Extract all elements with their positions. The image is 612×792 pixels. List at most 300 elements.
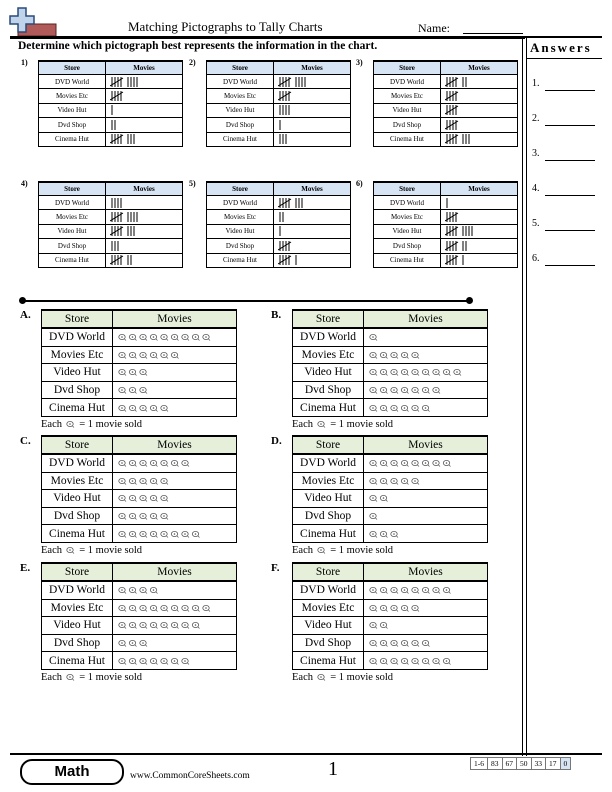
movie-disc-icon: [391, 387, 398, 393]
table-row: [207, 196, 351, 210]
movie-disc-icon: [161, 496, 168, 502]
tally-marks: [445, 211, 505, 223]
movie-disc-icon: [150, 461, 157, 467]
movie-disc-icon: [65, 545, 77, 555]
key-suffix: = 1 movie sold: [79, 418, 143, 430]
pictograph-key: [41, 545, 237, 556]
movie-disc-icon: [129, 605, 136, 611]
movie-disc-icon: [140, 335, 147, 341]
movie-disc-icon: [380, 478, 387, 484]
tally-cell: [441, 89, 518, 103]
divider-dot: [466, 297, 473, 304]
movie-disc-icon: [150, 352, 157, 358]
movie-disc-icon: [140, 461, 147, 467]
store-name: Cinema Hut: [374, 253, 441, 267]
store-name: Dvd Shop: [293, 507, 364, 525]
question-number: 2): [189, 58, 196, 67]
movie-disc-icon: [370, 352, 377, 358]
store-name: Movies Etc: [207, 89, 274, 103]
tally-cell: [274, 103, 351, 117]
store-column-header: Store: [207, 61, 274, 75]
movie-disc-icon: [316, 545, 328, 555]
movie-disc-icon: [140, 387, 147, 393]
store-name: DVD World: [207, 75, 274, 89]
movie-disc-icon: [203, 605, 210, 611]
movie-disc-icon: [66, 674, 73, 680]
key-suffix: = 1 movie sold: [79, 544, 143, 556]
tally-marks: [445, 119, 505, 131]
icon-cell: [364, 346, 488, 364]
tally-chart-4: [21, 179, 183, 268]
movie-disc-icon: [119, 623, 126, 629]
movie-disc-icon: [119, 352, 126, 358]
table-row: [207, 253, 351, 267]
pictograph-icons: [367, 332, 482, 342]
movie-disc-icon: [401, 405, 408, 411]
icon-cell: [364, 634, 488, 652]
movie-disc-icon: [380, 496, 387, 502]
answer-column-border: [522, 36, 523, 756]
answer-line-6[interactable]: [545, 265, 595, 266]
pictograph-icons: [116, 458, 231, 468]
tally-cell: [441, 132, 518, 146]
choice-letter: A.: [20, 309, 31, 321]
icon-cell: [364, 525, 488, 543]
table-row: [374, 196, 518, 210]
movie-disc-icon: [119, 461, 126, 467]
table-row: [293, 490, 488, 508]
pictograph-icons: [367, 529, 482, 539]
movie-disc-icon: [401, 588, 408, 594]
movie-disc-icon: [161, 623, 168, 629]
movie-disc-icon: [140, 531, 147, 537]
key-prefix: Each: [292, 418, 313, 430]
table-row: [293, 381, 488, 399]
movie-disc-icon: [140, 640, 147, 646]
movie-disc-icon: [370, 640, 377, 646]
pictograph-icons: [367, 385, 482, 395]
store-name: Video Hut: [207, 224, 274, 238]
answers-rule: [527, 58, 602, 59]
pictograph-header-row: [42, 310, 237, 328]
table-row: [39, 75, 183, 89]
movies-column-header: Movies: [274, 61, 351, 75]
table-row: [39, 253, 183, 267]
icon-cell: [364, 652, 488, 670]
store-name: Dvd Shop: [293, 634, 364, 652]
store-column-header: Store: [374, 182, 441, 196]
icon-cell: [113, 599, 237, 617]
table-row: [39, 196, 183, 210]
tally-marks: [445, 90, 505, 102]
movie-disc-icon: [401, 387, 408, 393]
choice-letter: F.: [271, 562, 280, 574]
store-name: Cinema Hut: [42, 399, 113, 417]
table-row: [374, 210, 518, 224]
pictograph-icons: [116, 603, 231, 613]
answer-line-5[interactable]: [545, 230, 595, 231]
tally-marks: [278, 133, 338, 145]
movie-disc-icon: [317, 674, 324, 680]
answer-line-1[interactable]: [545, 90, 595, 91]
answer-column-border: [526, 36, 527, 756]
table-row: [42, 381, 237, 399]
tally-cell: [274, 89, 351, 103]
movie-disc-icon: [391, 370, 398, 376]
table-row: [293, 617, 488, 635]
tally-cell: [106, 89, 183, 103]
table-row: [39, 132, 183, 146]
pictograph-header-row: [293, 563, 488, 581]
movie-disc-icon: [140, 658, 147, 664]
answer-line-3[interactable]: [545, 160, 595, 161]
movie-disc-icon: [412, 478, 419, 484]
movie-disc-icon: [161, 531, 168, 537]
movie-disc-icon: [412, 387, 419, 393]
movie-disc-icon: [119, 478, 126, 484]
key-suffix: = 1 movie sold: [330, 418, 394, 430]
store-column-header: Store: [293, 436, 364, 454]
store-name: Video Hut: [293, 490, 364, 508]
store-name: Movies Etc: [42, 599, 113, 617]
tally-chart-5: [189, 179, 351, 268]
tally-marks: [445, 254, 505, 266]
movie-disc-icon: [412, 352, 419, 358]
movie-disc-icon: [433, 387, 440, 393]
pictograph-c: [20, 435, 237, 556]
tally-cell: [106, 224, 183, 238]
table-row: [42, 328, 237, 346]
movie-disc-icon: [203, 335, 210, 341]
question-number: 1): [21, 58, 28, 67]
pictograph-header-row: [42, 436, 237, 454]
table-row: [42, 364, 237, 382]
score-cell: 67: [502, 758, 517, 770]
pictograph-header-row: [293, 436, 488, 454]
movie-disc-icon: [380, 461, 387, 467]
movie-disc-icon: [161, 513, 168, 519]
movie-disc-icon: [119, 531, 126, 537]
table-row: [42, 599, 237, 617]
tally-cell: [106, 239, 183, 253]
pictograph-icons: [367, 585, 482, 595]
footer-rule: [10, 753, 602, 755]
answer-number: 1.: [532, 78, 540, 89]
movie-disc-icon: [401, 352, 408, 358]
choice-letter: E.: [20, 562, 31, 574]
table-row: [207, 118, 351, 132]
movie-disc-icon: [370, 588, 377, 594]
movie-disc-icon: [171, 335, 178, 341]
movie-disc-icon: [380, 531, 387, 537]
table-row: [293, 507, 488, 525]
icon-cell: [364, 454, 488, 472]
store-column-header: Store: [293, 563, 364, 581]
store-name: Movies Etc: [207, 210, 274, 224]
movie-disc-icon: [401, 658, 408, 664]
pictograph-key: [41, 419, 237, 430]
tally-cell: [441, 196, 518, 210]
movie-disc-icon: [129, 461, 136, 467]
movie-disc-icon: [150, 405, 157, 411]
tally-cell: [441, 118, 518, 132]
pictograph-icons: [116, 529, 231, 539]
movies-column-header: Movies: [274, 182, 351, 196]
table-row: [42, 399, 237, 417]
movie-disc-icon: [443, 658, 450, 664]
table-row: [39, 89, 183, 103]
store-name: Cinema Hut: [207, 132, 274, 146]
table-row: [207, 210, 351, 224]
table-row: [42, 634, 237, 652]
tally-cell: [106, 118, 183, 132]
tally-cell: [106, 103, 183, 117]
movie-disc-icon: [140, 605, 147, 611]
store-column-header: Store: [42, 436, 113, 454]
table-row: [374, 89, 518, 103]
store-name: Video Hut: [293, 364, 364, 382]
movie-disc-icon: [119, 335, 126, 341]
icon-cell: [364, 364, 488, 382]
tally-chart-1: [21, 58, 183, 147]
table-row: [207, 75, 351, 89]
pictograph-icons: [367, 493, 482, 503]
answer-line-4[interactable]: [545, 195, 595, 196]
movie-disc-icon: [140, 405, 147, 411]
movie-disc-icon: [129, 405, 136, 411]
movie-disc-icon: [140, 588, 147, 594]
store-name: Dvd Shop: [207, 118, 274, 132]
table-row: [207, 224, 351, 238]
table-row: [42, 652, 237, 670]
pictograph-icons: [367, 350, 482, 360]
movie-disc-icon: [370, 623, 377, 629]
store-name: DVD World: [207, 196, 274, 210]
store-column-header: Store: [39, 61, 106, 75]
table-row: [39, 210, 183, 224]
movie-disc-icon: [171, 352, 178, 358]
tally-chart-2: [189, 58, 351, 147]
movie-disc-icon: [182, 335, 189, 341]
movie-disc-icon: [380, 387, 387, 393]
pictograph-icons: [116, 585, 231, 595]
movie-disc-icon: [140, 478, 147, 484]
movie-disc-icon: [412, 461, 419, 467]
choice-letter: D.: [271, 435, 282, 447]
tally-marks: [110, 240, 170, 252]
pictograph-icons: [367, 638, 482, 648]
icon-cell: [113, 346, 237, 364]
movies-column-header: Movies: [113, 563, 237, 581]
pictograph-b: [271, 309, 488, 430]
table-row: [39, 103, 183, 117]
table-row: [293, 599, 488, 617]
site-url: www.CommonCoreSheets.com: [130, 771, 250, 781]
question-number: 3): [356, 58, 363, 67]
table-row: [39, 239, 183, 253]
table-row: [293, 454, 488, 472]
store-name: Movies Etc: [293, 472, 364, 490]
movie-disc-icon: [370, 478, 377, 484]
movie-disc-icon: [129, 352, 136, 358]
store-name: Dvd Shop: [42, 381, 113, 399]
tally-header-row: [374, 61, 518, 75]
store-name: Movies Etc: [374, 210, 441, 224]
key-suffix: = 1 movie sold: [330, 544, 394, 556]
answer-number: 5.: [532, 218, 540, 229]
movie-disc-icon: [412, 370, 419, 376]
table-row: [293, 634, 488, 652]
tally-cell: [441, 253, 518, 267]
store-name: Dvd Shop: [374, 239, 441, 253]
table-row: [207, 103, 351, 117]
pictograph-icons: [116, 638, 231, 648]
tally-header-row: [39, 61, 183, 75]
store-name: DVD World: [42, 581, 113, 599]
answer-line-2[interactable]: [545, 125, 595, 126]
plus-logo-icon: [8, 4, 58, 40]
movie-disc-icon: [192, 335, 199, 341]
store-name: Cinema Hut: [39, 132, 106, 146]
store-name: Movies Etc: [39, 210, 106, 224]
pictograph-icons: [367, 367, 482, 377]
key-prefix: Each: [292, 544, 313, 556]
pictograph-table: [292, 435, 488, 543]
movie-disc-icon: [140, 370, 147, 376]
movie-disc-icon: [140, 513, 147, 519]
table-row: [293, 328, 488, 346]
score-cell: 83: [488, 758, 503, 770]
icon-cell: [113, 581, 237, 599]
movie-disc-icon: [129, 513, 136, 519]
movie-disc-icon: [443, 461, 450, 467]
movie-disc-icon: [401, 478, 408, 484]
movies-column-header: Movies: [364, 436, 488, 454]
icon-cell: [113, 490, 237, 508]
table-row: [374, 132, 518, 146]
movie-disc-icon: [150, 513, 157, 519]
key-suffix: = 1 movie sold: [330, 671, 394, 683]
icon-cell: [113, 617, 237, 635]
movie-disc-icon: [433, 461, 440, 467]
table-row: [42, 346, 237, 364]
pictograph-icons: [367, 656, 482, 666]
store-name: Cinema Hut: [293, 525, 364, 543]
pictograph-icons: [367, 620, 482, 630]
movie-disc-icon: [422, 640, 429, 646]
tally-cell: [274, 239, 351, 253]
movie-disc-icon: [370, 370, 377, 376]
store-name: Cinema Hut: [39, 253, 106, 267]
icon-cell: [364, 472, 488, 490]
pictograph-table: [41, 435, 237, 543]
movies-column-header: Movies: [441, 61, 518, 75]
icon-cell: [113, 472, 237, 490]
tally-cell: [274, 224, 351, 238]
movie-disc-icon: [171, 531, 178, 537]
movie-disc-icon: [391, 531, 398, 537]
tally-marks: [445, 76, 505, 88]
movie-disc-icon: [391, 640, 398, 646]
table-row: [42, 581, 237, 599]
store-column-header: Store: [374, 61, 441, 75]
pictograph-icons: [116, 367, 231, 377]
key-prefix: Each: [41, 418, 62, 430]
tally-header-row: [39, 182, 183, 196]
movie-disc-icon: [182, 658, 189, 664]
tally-marks: [278, 104, 338, 116]
store-name: DVD World: [39, 75, 106, 89]
pictograph-table: [41, 309, 237, 417]
pictograph-table: [41, 562, 237, 670]
movie-disc-icon: [171, 658, 178, 664]
store-name: Cinema Hut: [42, 652, 113, 670]
store-name: DVD World: [42, 454, 113, 472]
table-row: [42, 507, 237, 525]
tally-marks: [110, 254, 170, 266]
score-row: [471, 758, 571, 770]
key-prefix: Each: [292, 671, 313, 683]
table-row: [39, 224, 183, 238]
movie-disc-icon: [370, 461, 377, 467]
movie-disc-icon: [150, 478, 157, 484]
tally-table: [206, 60, 351, 147]
movie-disc-icon: [380, 605, 387, 611]
tally-marks: [110, 225, 170, 237]
tally-cell: [274, 196, 351, 210]
tally-header-row: [207, 61, 351, 75]
movie-disc-icon: [161, 405, 168, 411]
store-name: Dvd Shop: [42, 634, 113, 652]
movie-disc-icon: [370, 531, 377, 537]
tally-cell: [274, 118, 351, 132]
tally-marks: [110, 211, 170, 223]
pictograph-icons: [116, 620, 231, 630]
movie-disc-icon: [391, 605, 398, 611]
movie-disc-icon: [171, 623, 178, 629]
movie-disc-icon: [422, 405, 429, 411]
instructions: Determine which pictograph best represents the information in the chart.: [18, 40, 378, 52]
store-name: Dvd Shop: [42, 507, 113, 525]
answer-number: 4.: [532, 183, 540, 194]
movie-disc-icon: [401, 370, 408, 376]
movie-disc-icon: [433, 658, 440, 664]
store-name: Cinema Hut: [293, 652, 364, 670]
table-row: [39, 118, 183, 132]
movie-disc-icon: [161, 605, 168, 611]
pictograph-icons: [116, 403, 231, 413]
pictograph-icons: [116, 385, 231, 395]
store-name: Dvd Shop: [207, 239, 274, 253]
movies-column-header: Movies: [113, 436, 237, 454]
movie-disc-icon: [433, 370, 440, 376]
movies-column-header: Movies: [106, 182, 183, 196]
movie-disc-icon: [380, 588, 387, 594]
name-field[interactable]: [463, 33, 523, 34]
movie-disc-icon: [317, 547, 324, 553]
table-row: [374, 118, 518, 132]
pictograph-key: [292, 545, 488, 556]
store-name: Video Hut: [207, 103, 274, 117]
movie-disc-icon: [150, 623, 157, 629]
store-name: Movies Etc: [374, 89, 441, 103]
movie-disc-icon: [129, 623, 136, 629]
choice-letter: B.: [271, 309, 282, 321]
movie-disc-icon: [422, 658, 429, 664]
store-name: Movies Etc: [39, 89, 106, 103]
movie-disc-icon: [370, 387, 377, 393]
movie-disc-icon: [140, 496, 147, 502]
